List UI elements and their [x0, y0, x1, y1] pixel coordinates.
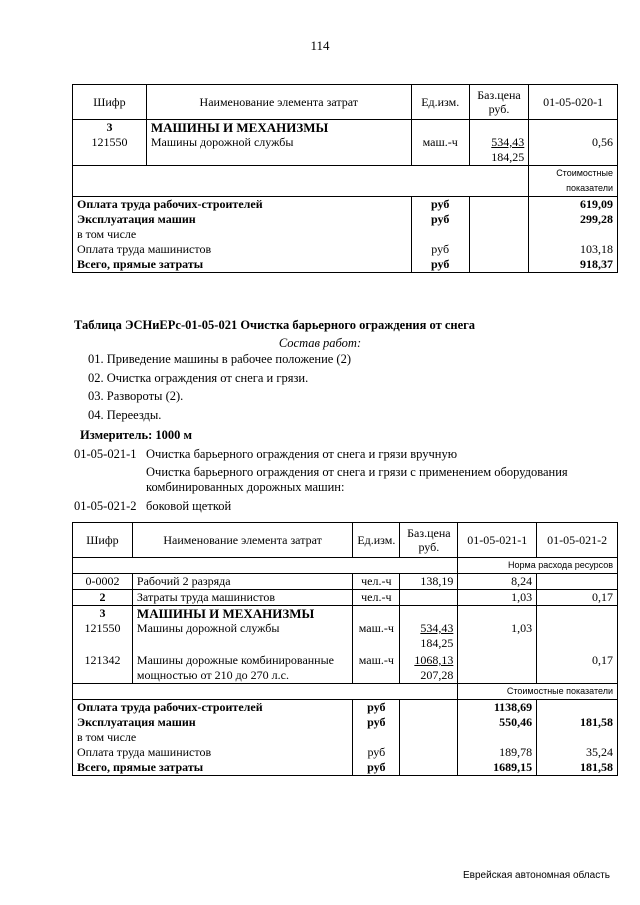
- row-value-2: [537, 574, 618, 590]
- row-name: Затраты труда машинистов: [132, 590, 352, 606]
- cost-row: [73, 730, 618, 745]
- table-header: [73, 85, 618, 120]
- cost-row: [73, 227, 618, 242]
- cost-value: 1689,15: [458, 760, 537, 776]
- row-name: Машины дорожные комбинированные: [136, 653, 334, 667]
- col-price-header: Баз.цена руб.: [400, 523, 458, 558]
- cost-value: 550,46: [458, 715, 537, 730]
- norm-label: Норма расхода ресурсов: [458, 558, 618, 574]
- cost-unit: руб: [353, 745, 400, 760]
- row-name: Рабочий 2 разряда: [132, 574, 352, 590]
- row-name-2: мощностью от 210 до 270 л.с.: [136, 668, 289, 682]
- cost-value-2: 181,58: [537, 760, 618, 776]
- cost-row: [73, 745, 618, 760]
- cost-value-2: 181,58: [537, 715, 618, 730]
- row-code: 121550: [73, 135, 147, 166]
- measure-unit: Измеритель: 1000 м: [80, 428, 193, 442]
- row-code: 2: [73, 590, 133, 606]
- col-unit-header: Ед.изм.: [411, 85, 469, 120]
- cost-unit: руб: [353, 760, 400, 776]
- row-value-2: [537, 621, 618, 651]
- cost-unit: руб: [411, 212, 469, 227]
- cost-name: Всего, прямые затраты: [73, 760, 353, 776]
- item-text: боковой щеткой: [146, 499, 232, 513]
- cost-name: Оплата труда машинистов: [73, 745, 353, 760]
- row-price: 534,43: [420, 621, 454, 635]
- row-value: 8,24: [458, 574, 537, 590]
- cost-value: 619,09: [529, 197, 618, 213]
- work-step: 02. Очистка ограждения от снега и грязи.: [88, 371, 309, 385]
- cost-label: Стоимостные показатели: [458, 684, 618, 700]
- row-unit: маш.-ч: [353, 621, 400, 651]
- cost-unit: руб: [353, 700, 400, 716]
- cost-name: в том числе: [73, 730, 353, 745]
- row-code: 3: [73, 120, 147, 136]
- cost-name: Эксплуатация машин: [73, 715, 353, 730]
- row-value-2: 0,17: [537, 590, 618, 606]
- row-price: 1068,13: [414, 653, 454, 667]
- cost-row-total: [73, 760, 618, 776]
- row-unit: чел.-ч: [353, 574, 400, 590]
- table-header: [73, 523, 618, 558]
- table-row: [73, 590, 618, 606]
- work-step: 04. Переезды.: [88, 408, 162, 422]
- footer-region: Еврейская автономная область: [463, 870, 610, 881]
- col-name-header: Наименование элемента затрат: [146, 85, 411, 120]
- col-norm2-header: 01-05-021-2: [537, 523, 618, 558]
- row-price: [400, 590, 458, 606]
- cost-label-row: [73, 166, 618, 197]
- row-value: 1,03: [458, 621, 537, 651]
- table-row: [73, 621, 618, 651]
- cost-unit: руб: [411, 197, 469, 213]
- composition-title: Состав работ:: [278, 336, 362, 350]
- cost-row: [73, 242, 618, 257]
- cost-name: Оплата труда рабочих-строителей: [73, 700, 353, 716]
- cost-row: [73, 700, 618, 716]
- table-row: [73, 606, 618, 622]
- table-row: [73, 120, 618, 136]
- row-code: 3: [73, 606, 133, 622]
- table-row: [73, 651, 618, 684]
- row-price: 138,19: [400, 574, 458, 590]
- cost-row-total: [73, 257, 618, 273]
- work-step: 01. Приведение машины в рабочее положение (2): [88, 352, 352, 366]
- item-text: Очистка барьерного ограждения от снега и грязи с применением оборудования: [146, 465, 568, 479]
- cost-label: Стоимостные показатели: [529, 166, 618, 197]
- row-unit: чел.-ч: [353, 590, 400, 606]
- cost-table-2: [72, 522, 618, 776]
- cost-value: 1138,69: [458, 700, 537, 716]
- row-name: Машины дорожной службы: [132, 621, 352, 651]
- col-code-header: Шифр: [73, 85, 147, 120]
- cost-unit: руб: [411, 242, 469, 257]
- row-value: 0,56: [529, 135, 618, 166]
- col-unit-header: Ед.изм.: [353, 523, 400, 558]
- row-unit: маш.-ч: [411, 135, 469, 166]
- cost-row: [73, 212, 618, 227]
- row-price: 534,43: [491, 135, 525, 149]
- col-code-header: Шифр: [73, 523, 133, 558]
- norm-label-row: [73, 558, 618, 574]
- col-norm-header: 01-05-020-1: [529, 85, 618, 120]
- col-name-header: Наименование элемента затрат: [132, 523, 352, 558]
- work-step: 03. Развороты (2).: [88, 389, 184, 403]
- section-title: Таблица ЭСНиЕРс-01-05-021 Очистка барьерного ограждения от снега: [74, 318, 476, 332]
- row-code: 121550: [73, 621, 133, 651]
- cost-name: Всего, прямые затраты: [73, 257, 412, 273]
- row-name: Машины дорожной службы: [146, 135, 411, 166]
- item-code: 01-05-021-2: [74, 499, 137, 513]
- cost-name: Оплата труда машинистов: [73, 242, 412, 257]
- cost-value: 103,18: [529, 242, 618, 257]
- row-price-secondary: 184,25: [420, 636, 454, 650]
- row-value: [458, 651, 537, 684]
- row-name: МАШИНЫ И МЕХАНИЗМЫ: [132, 606, 352, 622]
- item-text: комбинированных дорожных машин:: [146, 480, 345, 494]
- cost-unit: руб: [411, 257, 469, 273]
- row-value: 1,03: [458, 590, 537, 606]
- cost-row: [73, 197, 618, 213]
- table-row: [73, 135, 618, 166]
- item-code: 01-05-021-1: [74, 447, 137, 461]
- cost-name: Оплата труда рабочих-строителей: [73, 197, 412, 213]
- cost-value: 918,37: [529, 257, 618, 273]
- col-price-header: Баз.цена руб.: [469, 85, 529, 120]
- cost-value: 189,78: [458, 745, 537, 760]
- cost-label-row: [73, 684, 618, 700]
- row-price-secondary: 184,25: [491, 150, 525, 164]
- cost-unit: руб: [353, 715, 400, 730]
- cost-value: 299,28: [529, 212, 618, 227]
- cost-value-2: 35,24: [537, 745, 618, 760]
- row-code: 0-0002: [73, 574, 133, 590]
- cost-name: в том числе: [73, 227, 412, 242]
- row-value-2: 0,17: [537, 651, 618, 684]
- page-number: 114: [310, 38, 330, 53]
- row-name: МАШИНЫ И МЕХАНИЗМЫ: [146, 120, 411, 136]
- row-unit: маш.-ч: [353, 651, 400, 684]
- col-norm1-header: 01-05-021-1: [458, 523, 537, 558]
- item-text: Очистка барьерного ограждения от снега и грязи вручную: [146, 447, 458, 461]
- table-row: [73, 574, 618, 590]
- cost-value-2: [537, 700, 618, 716]
- row-price-secondary: 207,28: [420, 668, 454, 682]
- cost-table-1: [72, 84, 618, 273]
- cost-row: [73, 715, 618, 730]
- row-code: 121342: [73, 651, 133, 684]
- cost-name: Эксплуатация машин: [73, 212, 412, 227]
